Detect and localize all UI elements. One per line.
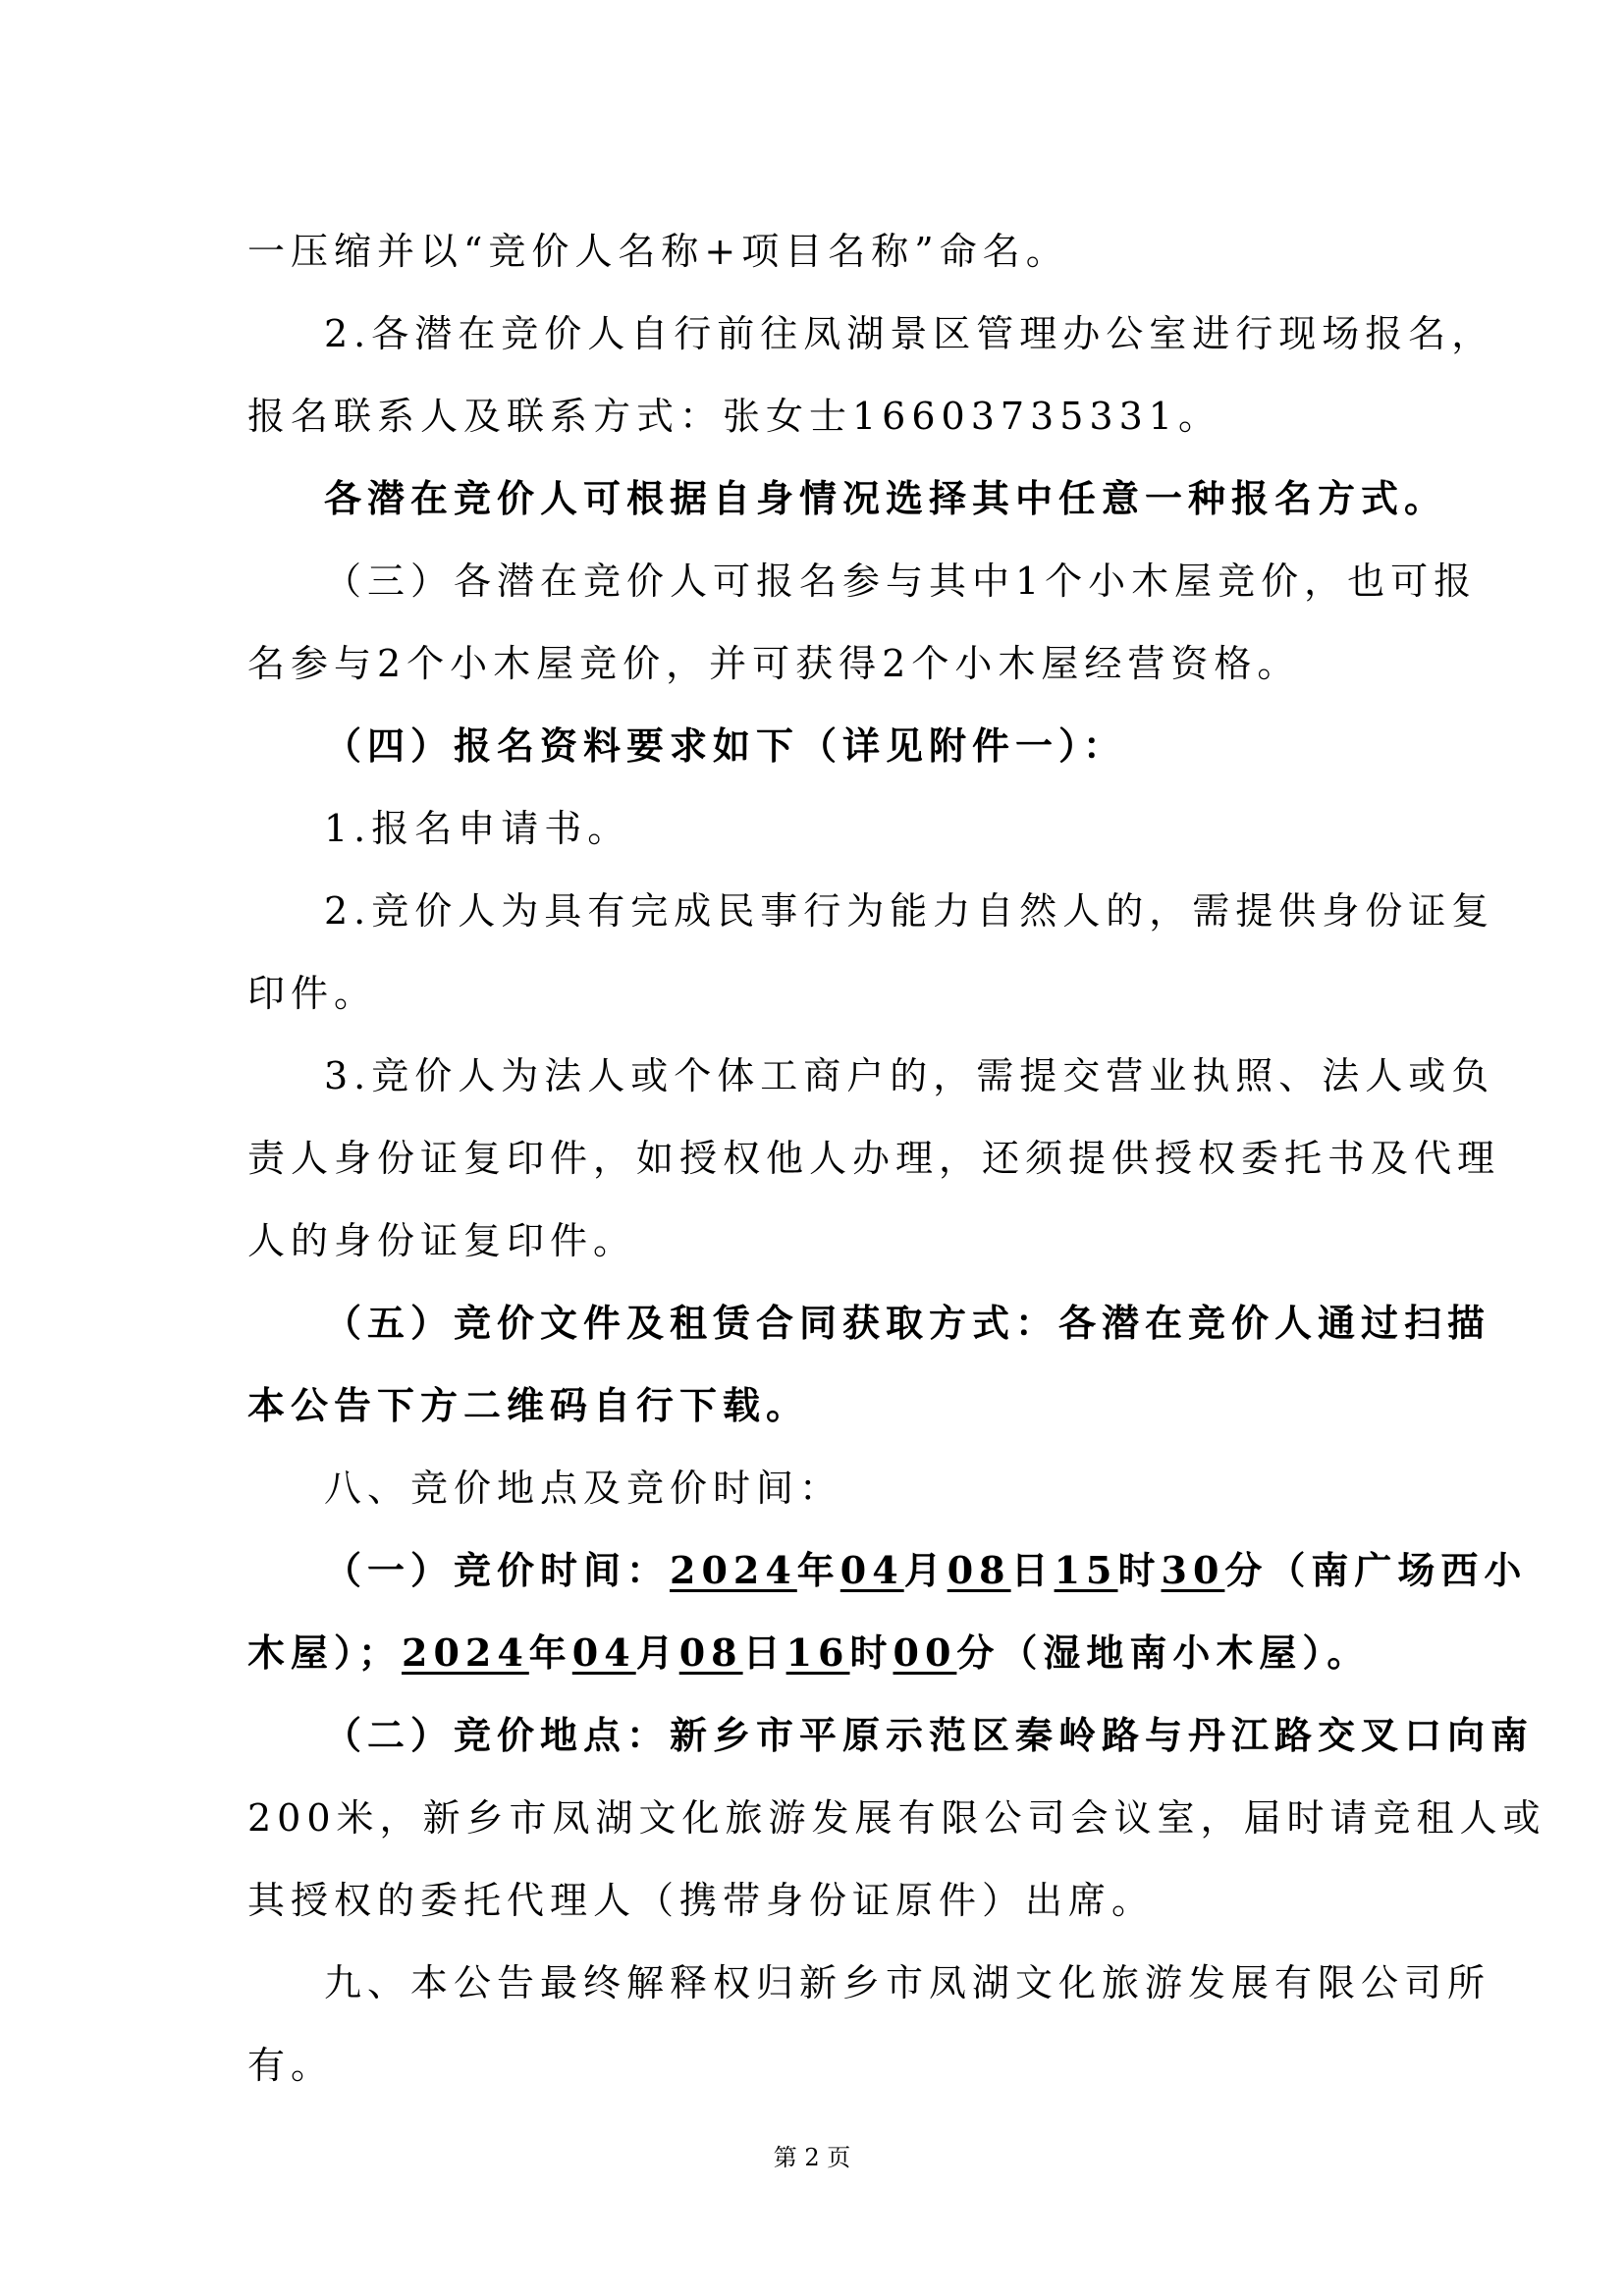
auction-location-line: （二）竞价地点：新乡市平原示范区秦岭路与丹江路交叉口向南 <box>324 1713 1535 1757</box>
hour-value: 15 <box>1054 1548 1118 1592</box>
paragraph-line-bold: （五）竞价文件及租赁合同获取方式：各潜在竞价人通过扫描 <box>324 1301 1491 1345</box>
paragraph-line: 1.报名申请书。 <box>324 807 631 850</box>
auction-time-suffix: （湿地南小木屋）。 <box>1000 1630 1371 1675</box>
year-value: 2024 <box>402 1630 529 1675</box>
hour-unit: 时 <box>849 1630 893 1675</box>
day-unit: 日 <box>742 1630 786 1675</box>
auction-time-suffix: （南广场西小 <box>1268 1548 1528 1592</box>
paragraph-line: 3.竞价人为法人或个体工商户的，需提交营业执照、法人或负 <box>324 1054 1495 1097</box>
paragraph-line-bold: 本公告下方二维码自行下载。 <box>247 1383 810 1427</box>
paragraph-line: 其授权的委托代理人（携带身份证原件）出席。 <box>247 1879 1156 1922</box>
minute-value: 30 <box>1161 1548 1225 1592</box>
month-value: 04 <box>571 1630 636 1675</box>
year-unit: 年 <box>528 1630 572 1675</box>
year-value: 2024 <box>670 1548 797 1592</box>
paragraph-line: 责人身份证复印件，如授权他人办理，还须提供授权委托书及代理 <box>247 1137 1501 1180</box>
month-unit: 月 <box>635 1630 679 1675</box>
paragraph-line: 名参与2个小木屋竞价，并可获得2个小木屋经营资格。 <box>247 642 1301 685</box>
paragraph-line: 200米，新乡市凤湖文化旅游发展有限公司会议室，届时请竞租人或 <box>247 1796 1546 1840</box>
day-unit: 日 <box>1010 1548 1055 1592</box>
auction-time-prefix: 木屋）； <box>247 1630 403 1675</box>
day-value: 08 <box>678 1630 743 1675</box>
paragraph-line: 人的身份证复印件。 <box>247 1219 637 1262</box>
paragraph-line: 报名联系人及联系方式：张女士16603735331。 <box>247 395 1221 438</box>
paragraph-line: 2.竞价人为具有完成民事行为能力自然人的，需提供身份证复 <box>324 889 1495 933</box>
section-heading: 八、竞价地点及竞价时间： <box>324 1467 843 1510</box>
paragraph-line: 2.各潜在竞价人自行前往凤湖景区管理办公室进行现场报名， <box>324 312 1495 355</box>
auction-time-line-2 <box>247 1624 1386 1682</box>
paragraph-line-bold: 各潜在竞价人可根据自身情况选择其中任意一种报名方式。 <box>324 476 1448 520</box>
paragraph-line: 一压缩并以“竞价人名称+项目名称”命名。 <box>247 230 1069 273</box>
day-value: 08 <box>947 1548 1011 1592</box>
page-number: 第 2 页 <box>773 2144 851 2171</box>
paragraph-line: 有。 <box>247 2044 335 2087</box>
auction-time-prefix: （一）竞价时间： <box>324 1548 671 1592</box>
hour-value: 16 <box>785 1630 850 1675</box>
month-value: 04 <box>839 1548 904 1592</box>
paragraph-line: （三）各潜在竞价人可报名参与其中1个小木屋竞价，也可报 <box>324 560 1478 603</box>
auction-time-line-1 <box>324 1541 1528 1600</box>
paragraph-line: 九、本公告最终解释权归新乡市凤湖文化旅游发展有限公司所 <box>324 1961 1491 2004</box>
minute-unit: 分 <box>1224 1548 1269 1592</box>
paragraph-line-bold: （四）报名资料要求如下（详见附件一）： <box>324 723 1127 768</box>
year-unit: 年 <box>796 1548 840 1592</box>
minute-value: 00 <box>893 1630 957 1675</box>
paragraph-line: 印件。 <box>247 972 378 1015</box>
hour-unit: 时 <box>1117 1548 1162 1592</box>
minute-unit: 分 <box>956 1630 1001 1675</box>
month-unit: 月 <box>903 1548 947 1592</box>
